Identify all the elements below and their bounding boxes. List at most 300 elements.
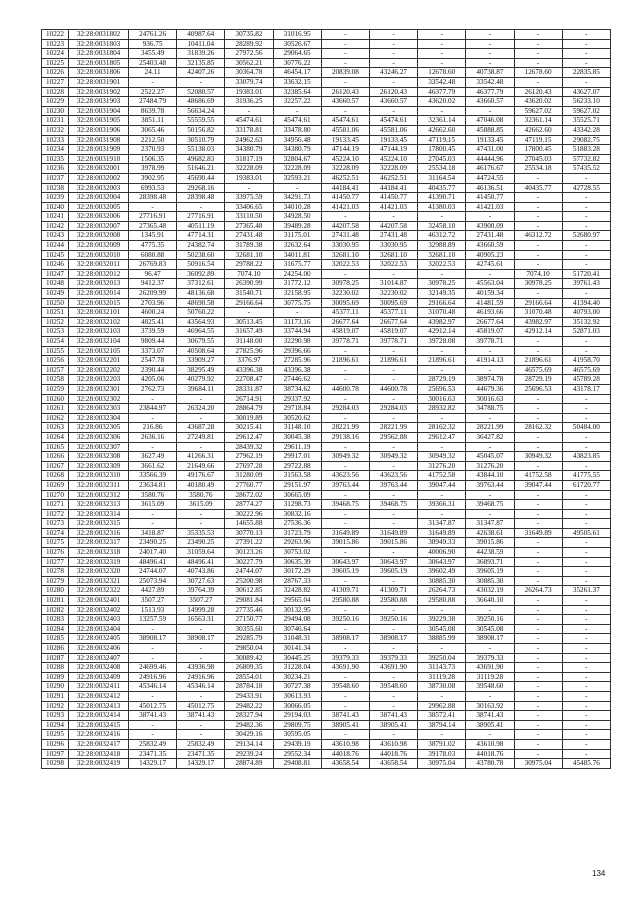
table-cell: 30510.79 xyxy=(177,135,225,145)
table-cell: 32:28:0032005 xyxy=(69,202,129,212)
table-row xyxy=(42,490,611,500)
table-row xyxy=(42,49,611,59)
table-row xyxy=(42,308,611,318)
table-cell: - xyxy=(562,413,610,423)
table-row xyxy=(42,548,611,558)
table-cell: 29337.92 xyxy=(273,394,321,404)
table-cell: 28439.32 xyxy=(225,442,273,452)
table-cell: 27431.48 xyxy=(321,231,369,241)
table-cell: 29081.84 xyxy=(225,596,273,606)
table-cell: 30545.08 xyxy=(466,624,514,634)
table-cell: - xyxy=(418,413,466,423)
table-cell: 30635.39 xyxy=(273,557,321,567)
table-row xyxy=(42,260,611,270)
table-cell: 32:28:0032307 xyxy=(69,442,129,452)
table-row xyxy=(42,327,611,337)
table-cell: 31347.87 xyxy=(418,519,466,529)
table-cell: - xyxy=(514,634,562,644)
table-cell: 24761.26 xyxy=(129,30,177,40)
table-cell: 50238.60 xyxy=(177,250,225,260)
table-cell: - xyxy=(514,212,562,222)
table-cell: 40435.77 xyxy=(514,183,562,193)
table-cell: - xyxy=(562,241,610,251)
table-cell: 10298 xyxy=(42,759,69,769)
table-cell: 30355.60 xyxy=(225,624,273,634)
table-cell: - xyxy=(369,691,417,701)
table-cell: 33030.95 xyxy=(321,241,369,251)
table-cell: 43627.07 xyxy=(562,87,610,97)
table-cell: 47144.19 xyxy=(321,145,369,155)
table-cell: 39605.19 xyxy=(466,567,514,577)
table-row xyxy=(42,749,611,759)
table-cell: 33909.27 xyxy=(177,356,225,366)
table-cell: 47144.19 xyxy=(369,145,417,155)
table-cell: 41394.40 xyxy=(562,298,610,308)
table-cell: - xyxy=(514,682,562,692)
table-cell: 31276.20 xyxy=(418,461,466,471)
table-cell: 10290 xyxy=(42,682,69,692)
table-cell: 32:28:0032103 xyxy=(69,327,129,337)
table-row xyxy=(42,413,611,423)
table-cell: 32:28:0032309 xyxy=(69,461,129,471)
table-cell: - xyxy=(514,576,562,586)
table-cell: - xyxy=(369,672,417,682)
table-cell: 30978.25 xyxy=(418,279,466,289)
table-cell: - xyxy=(418,30,466,40)
table-cell: 42638.61 xyxy=(466,528,514,538)
table-cell: 30172.29 xyxy=(273,567,321,577)
table-cell: - xyxy=(129,653,177,663)
table-row xyxy=(42,701,611,711)
table-cell: 10255 xyxy=(42,346,69,356)
table-cell: 28554.01 xyxy=(225,672,273,682)
table-cell: 9809.44 xyxy=(129,337,177,347)
table-cell: 28774.27 xyxy=(225,500,273,510)
table-cell: 10246 xyxy=(42,260,69,270)
table-cell: - xyxy=(418,269,466,279)
table-cell: 31347.87 xyxy=(466,519,514,529)
table-cell: 30595.05 xyxy=(273,730,321,740)
table-cell: - xyxy=(562,605,610,615)
table-cell: 45581.06 xyxy=(369,125,417,135)
table-cell: - xyxy=(562,202,610,212)
table-cell: - xyxy=(418,644,466,654)
table-cell: 30095.69 xyxy=(321,298,369,308)
table-cell: 50760.22 xyxy=(177,308,225,318)
table-cell: 29064.65 xyxy=(273,49,321,59)
table-cell: 29562.88 xyxy=(369,432,417,442)
table-cell: 32:28:0031802 xyxy=(69,30,129,40)
table-cell: 25696.53 xyxy=(418,384,466,394)
table-cell: - xyxy=(514,653,562,663)
table-row xyxy=(42,394,611,404)
table-cell: - xyxy=(418,730,466,740)
table-cell: 29494.08 xyxy=(273,615,321,625)
table-cell: 43178.17 xyxy=(562,384,610,394)
table-cell: 2547.78 xyxy=(129,356,177,366)
table-cell: - xyxy=(562,596,610,606)
table-cell: 38949.33 xyxy=(418,538,466,548)
table-cell: 32149.35 xyxy=(418,289,466,299)
table-cell: - xyxy=(514,519,562,529)
table-cell: 32:28:0032315 xyxy=(69,519,129,529)
table-cell: - xyxy=(369,77,417,87)
table-cell: 10251 xyxy=(42,308,69,318)
table-cell: 43658.54 xyxy=(321,759,369,769)
table-cell: 10263 xyxy=(42,423,69,433)
table-cell: 34010.28 xyxy=(273,202,321,212)
table-cell: 10282 xyxy=(42,605,69,615)
table-cell: 10241 xyxy=(42,212,69,222)
table-cell: 41309.71 xyxy=(321,586,369,596)
table-cell: 27536.36 xyxy=(273,519,321,529)
table-cell: - xyxy=(321,30,369,40)
table-cell: 30978.25 xyxy=(514,279,562,289)
table-cell: 32:28:0032413 xyxy=(69,701,129,711)
table-row xyxy=(42,241,611,251)
table-cell: - xyxy=(514,749,562,759)
table-cell: 10233 xyxy=(42,135,69,145)
table-row xyxy=(42,356,611,366)
table-cell: 40987.64 xyxy=(177,30,225,40)
table-cell: - xyxy=(177,77,225,87)
table-cell: 32022.53 xyxy=(418,260,466,270)
table-cell: 45474.61 xyxy=(225,116,273,126)
table-row xyxy=(42,624,611,634)
table-cell: 39379.33 xyxy=(466,653,514,663)
table-cell: 42728.55 xyxy=(562,183,610,193)
table-cell: 46964.55 xyxy=(177,327,225,337)
table-cell: 32361.14 xyxy=(514,116,562,126)
table-cell: 19133.45 xyxy=(369,135,417,145)
table-cell: - xyxy=(562,250,610,260)
table-row xyxy=(42,384,611,394)
table-cell: - xyxy=(418,346,466,356)
table-cell: 56233.10 xyxy=(562,97,610,107)
table-cell: 39250.16 xyxy=(466,615,514,625)
table-cell: 10260 xyxy=(42,394,69,404)
table-cell: 3455.49 xyxy=(129,49,177,59)
table-cell: 30949.32 xyxy=(418,452,466,462)
table-cell: 30746.64 xyxy=(273,624,321,634)
table-cell: - xyxy=(562,538,610,548)
table-cell: 33178.81 xyxy=(225,125,273,135)
table-cell: 2212.50 xyxy=(129,135,177,145)
table-cell: 43780.78 xyxy=(466,759,514,769)
table-cell: 3418.87 xyxy=(129,528,177,538)
table-row xyxy=(42,471,611,481)
table-cell: 3373.07 xyxy=(129,346,177,356)
table-cell: 30429.16 xyxy=(225,730,273,740)
table-cell: 32361.14 xyxy=(418,116,466,126)
table-cell: 3376.97 xyxy=(225,356,273,366)
table-row xyxy=(42,634,611,644)
table-cell: - xyxy=(177,653,225,663)
table-row xyxy=(42,442,611,452)
table-cell: 32:28:0032313 xyxy=(69,500,129,510)
table-cell: 30727.63 xyxy=(177,576,225,586)
table-cell: 55138.03 xyxy=(177,145,225,155)
table-cell: - xyxy=(514,711,562,721)
table-cell: 32:28:0032304 xyxy=(69,413,129,423)
table-cell: - xyxy=(321,346,369,356)
table-cell: - xyxy=(514,509,562,519)
table-row xyxy=(42,480,611,490)
table-row xyxy=(42,87,611,97)
table-cell: 29285.79 xyxy=(225,634,273,644)
table-cell: - xyxy=(514,644,562,654)
table-cell: 10237 xyxy=(42,173,69,183)
table-cell: - xyxy=(562,691,610,701)
table-cell: 1506.35 xyxy=(129,154,177,164)
table-cell: 32593.21 xyxy=(273,173,321,183)
table-cell: 29722.88 xyxy=(273,461,321,471)
table-cell: 39605.19 xyxy=(369,567,417,577)
table-cell: 43936.98 xyxy=(177,663,225,673)
table-cell: 32:28:0031902 xyxy=(69,87,129,97)
table-cell: - xyxy=(466,644,514,654)
table-cell: 32:28:0031908 xyxy=(69,135,129,145)
table-cell: 10238 xyxy=(42,183,69,193)
table-cell: 29611.19 xyxy=(273,442,321,452)
table-cell: 32:28:0031803 xyxy=(69,39,129,49)
table-cell: 31119.28 xyxy=(466,672,514,682)
table-cell: - xyxy=(321,394,369,404)
table-cell: 43658.54 xyxy=(369,759,417,769)
table-cell: 31228.04 xyxy=(273,663,321,673)
table-cell: 40793.00 xyxy=(562,308,610,318)
table-cell: 10240 xyxy=(42,202,69,212)
table-cell: 3627.49 xyxy=(129,452,177,462)
table-cell: - xyxy=(321,269,369,279)
table-row xyxy=(42,759,611,769)
table-cell: 30545.08 xyxy=(418,624,466,634)
table-cell: - xyxy=(466,691,514,701)
table-cell: 39763.44 xyxy=(466,480,514,490)
table-row xyxy=(42,423,611,433)
table-cell: - xyxy=(177,442,225,452)
table-cell: 39778.71 xyxy=(321,337,369,347)
table-cell: 41450.77 xyxy=(321,193,369,203)
table-cell: 10252 xyxy=(42,317,69,327)
table-cell: 51883.28 xyxy=(562,145,610,155)
table-cell: - xyxy=(514,413,562,423)
table-cell: 33079.74 xyxy=(225,77,273,87)
table-cell: - xyxy=(321,691,369,701)
table-cell: 30613.93 xyxy=(273,691,321,701)
table-cell: 31540.71 xyxy=(225,289,273,299)
table-row xyxy=(42,711,611,721)
table-cell: 30949.32 xyxy=(321,452,369,462)
table-cell: 19383.01 xyxy=(225,87,273,97)
table-cell: 43610.98 xyxy=(321,739,369,749)
table-cell: 29850.04 xyxy=(225,644,273,654)
table-cell: 27249.81 xyxy=(177,432,225,442)
table-cell: - xyxy=(129,413,177,423)
table-cell: 3065.46 xyxy=(129,125,177,135)
table-cell: 19133.45 xyxy=(321,135,369,145)
table-cell: 34928.50 xyxy=(273,212,321,222)
table-cell: 32:28:0032009 xyxy=(69,241,129,251)
table-cell: 43610.98 xyxy=(466,739,514,749)
data-table xyxy=(41,29,611,769)
table-cell: 45224.10 xyxy=(321,154,369,164)
table-cell: 41450.77 xyxy=(466,193,514,203)
table-cell: 45819.07 xyxy=(321,327,369,337)
table-cell: 28162.32 xyxy=(514,423,562,433)
table-cell: 30885.30 xyxy=(466,576,514,586)
table-cell: 26677.64 xyxy=(466,317,514,327)
table-cell: 24.11 xyxy=(129,68,177,78)
table-cell: 39250.16 xyxy=(321,615,369,625)
table-cell: 30123.26 xyxy=(225,548,273,558)
table-cell: 19133.45 xyxy=(466,135,514,145)
table-cell: 32:28:0032404 xyxy=(69,624,129,634)
table-cell: 29482.22 xyxy=(225,701,273,711)
table-cell: - xyxy=(514,58,562,68)
table-cell: 32:28:0032414 xyxy=(69,711,129,721)
table-cell: 31276.20 xyxy=(466,461,514,471)
table-cell: 45377.11 xyxy=(321,308,369,318)
table-cell: 29580.88 xyxy=(321,596,369,606)
table-cell: 32:28:0032311 xyxy=(69,480,129,490)
table-cell: 29962.88 xyxy=(418,701,466,711)
table-cell: - xyxy=(129,442,177,452)
table-cell: - xyxy=(562,49,610,59)
table-cell: 30832.16 xyxy=(273,509,321,519)
table-cell: - xyxy=(273,183,321,193)
table-cell: - xyxy=(514,432,562,442)
table-cell: 13257.59 xyxy=(129,615,177,625)
table-cell: 10278 xyxy=(42,567,69,577)
table-cell: 32:28:0032301 xyxy=(69,384,129,394)
table-cell: 31016.95 xyxy=(273,30,321,40)
table-cell: 38908.17 xyxy=(177,634,225,644)
table-row xyxy=(42,106,611,116)
table-cell: - xyxy=(418,509,466,519)
table-cell: 30885.30 xyxy=(418,576,466,586)
table-cell: 10232 xyxy=(42,125,69,135)
table-cell: 31649.89 xyxy=(321,528,369,538)
table-cell: 50484.00 xyxy=(562,423,610,433)
table-cell: 55559.55 xyxy=(177,116,225,126)
table-cell: 45819.07 xyxy=(369,327,417,337)
table-cell: 41390.71 xyxy=(418,193,466,203)
table-cell: 45474.61 xyxy=(369,116,417,126)
table-cell: 32681.10 xyxy=(321,250,369,260)
table-cell: 43342.28 xyxy=(562,125,610,135)
table-cell: 28162.32 xyxy=(418,423,466,433)
table-cell: - xyxy=(369,346,417,356)
table-cell: 32:28:0032101 xyxy=(69,308,129,318)
table-cell: - xyxy=(514,241,562,251)
table-cell: 38741.43 xyxy=(369,711,417,721)
table-cell: 26769.83 xyxy=(129,260,177,270)
table-row xyxy=(42,720,611,730)
table-cell: 10270 xyxy=(42,490,69,500)
table-cell: 29166.64 xyxy=(418,298,466,308)
table-cell: 39379.33 xyxy=(369,653,417,663)
table-cell: - xyxy=(369,212,417,222)
table-cell: - xyxy=(418,605,466,615)
table-cell: - xyxy=(369,106,417,116)
table-cell: - xyxy=(562,260,610,270)
table-cell: 27150.77 xyxy=(225,615,273,625)
table-cell: - xyxy=(369,730,417,740)
table-cell: 10245 xyxy=(42,250,69,260)
table-cell: 31070.48 xyxy=(418,308,466,318)
table-cell: 10284 xyxy=(42,624,69,634)
table-cell: - xyxy=(562,720,610,730)
table-cell: 8639.78 xyxy=(129,106,177,116)
table-cell: 25696.53 xyxy=(514,384,562,394)
table-cell: - xyxy=(321,106,369,116)
table-row xyxy=(42,605,611,615)
table-cell: 12678.60 xyxy=(418,68,466,78)
table-cell: 25832.49 xyxy=(129,739,177,749)
table-cell: 10261 xyxy=(42,404,69,414)
table-cell: 28874.89 xyxy=(225,759,273,769)
table-cell: 216.86 xyxy=(129,423,177,433)
table-cell: 41421.03 xyxy=(466,202,514,212)
table-cell: - xyxy=(514,442,562,452)
table-cell: - xyxy=(369,576,417,586)
table-cell: 30643.97 xyxy=(321,557,369,567)
table-cell: 31649.89 xyxy=(418,528,466,538)
table-cell: 33744.94 xyxy=(273,327,321,337)
table-cell: 38572.41 xyxy=(418,711,466,721)
table-cell: 36092.89 xyxy=(177,269,225,279)
table-cell: - xyxy=(129,730,177,740)
table-cell: 38908.17 xyxy=(466,634,514,644)
table-cell: 47119.15 xyxy=(418,135,466,145)
table-row xyxy=(42,231,611,241)
table-cell: 39548.60 xyxy=(369,682,417,692)
table-cell: - xyxy=(562,739,610,749)
table-cell: 43623.56 xyxy=(321,471,369,481)
table-cell: 39468.75 xyxy=(369,500,417,510)
table-cell: 43610.98 xyxy=(369,739,417,749)
table-cell: 4427.89 xyxy=(129,586,177,596)
table-cell: 32:28:0032411 xyxy=(69,682,129,692)
table-cell: 29408.81 xyxy=(273,759,321,769)
table-cell: 27365.48 xyxy=(225,221,273,231)
table-cell: 21896.61 xyxy=(321,356,369,366)
table-cell: - xyxy=(562,500,610,510)
table-cell: 30775.75 xyxy=(273,298,321,308)
table-cell: 10292 xyxy=(42,701,69,711)
table-cell: - xyxy=(562,30,610,40)
table-cell: 32:28:0032403 xyxy=(69,615,129,625)
table-cell: 41752.58 xyxy=(418,471,466,481)
table-cell: - xyxy=(466,49,514,59)
table-cell: 26120.43 xyxy=(514,87,562,97)
table-row xyxy=(42,173,611,183)
table-cell: 32290.98 xyxy=(273,337,321,347)
table-cell: 2390.44 xyxy=(129,365,177,375)
table-cell: 38905.41 xyxy=(321,720,369,730)
table-cell: - xyxy=(562,730,610,740)
table-cell: 4775.35 xyxy=(129,241,177,251)
table-cell: 33566.39 xyxy=(129,471,177,481)
table-cell: - xyxy=(514,77,562,87)
table-cell: 31723.79 xyxy=(273,528,321,538)
table-cell: 10229 xyxy=(42,97,69,107)
table-cell: 31048.31 xyxy=(273,634,321,644)
table-cell: 17800.45 xyxy=(418,145,466,155)
table-cell: 32:28:0032409 xyxy=(69,672,129,682)
table-cell: 43900.09 xyxy=(466,221,514,231)
